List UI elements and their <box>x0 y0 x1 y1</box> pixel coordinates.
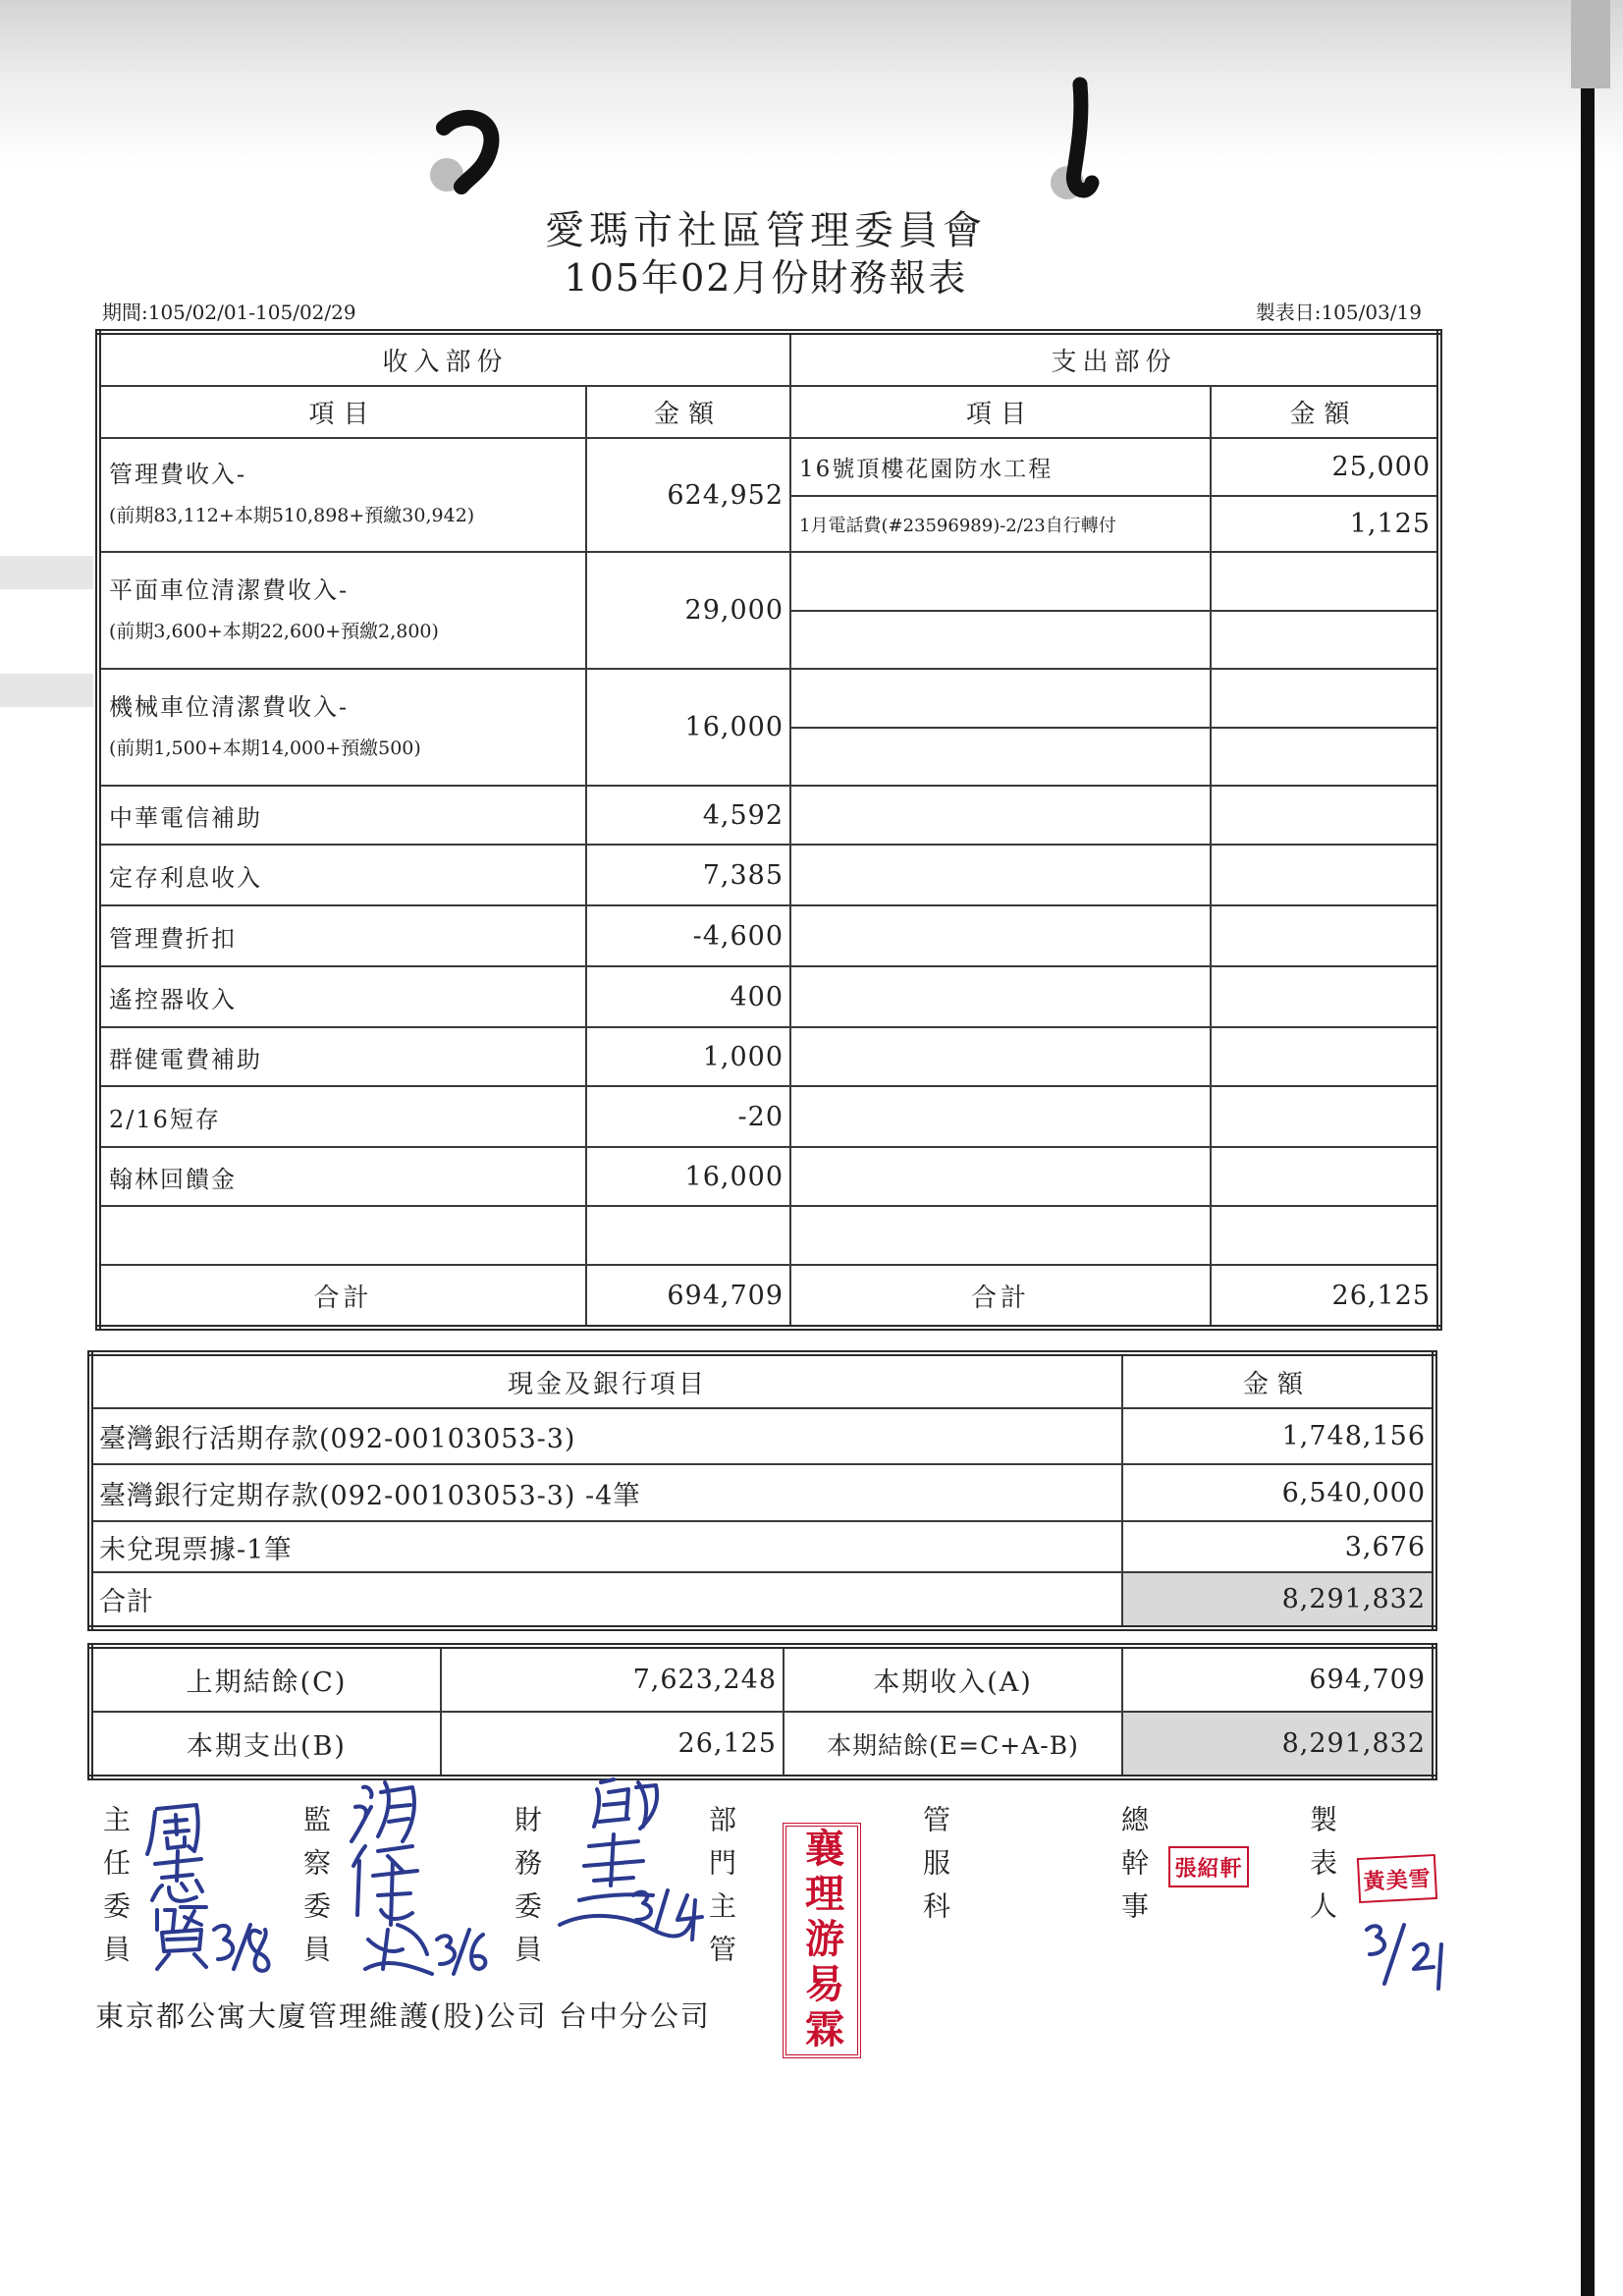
scan-ghost-band <box>0 556 93 589</box>
income-item-detail: (前期83,112+本期510,898+預繳30,942) <box>109 505 475 526</box>
income-item: 2/16短存 <box>98 1086 586 1147</box>
cash-item: 未兌現票據-1筆 <box>90 1521 1122 1572</box>
empty-cell <box>1211 966 1439 1027</box>
total-row <box>90 1572 1434 1628</box>
current-balance-label: 本期結餘(E=C+A-B) <box>784 1712 1122 1777</box>
empty-cell <box>790 905 1211 966</box>
cash-item: 臺灣銀行活期存款(092-00103053-3) <box>90 1408 1122 1464</box>
cash-total: 8,291,832 <box>1122 1572 1434 1628</box>
period-expense: 26,125 <box>441 1712 784 1777</box>
empty-cell <box>790 552 1211 611</box>
empty-cell <box>790 845 1211 905</box>
previous-balance-label: 上期結餘(C) <box>90 1646 441 1712</box>
empty-cell <box>790 966 1211 1027</box>
empty-cell <box>790 611 1211 669</box>
expense-amount: 1,125 <box>1211 496 1439 552</box>
period-expense-label: 本期支出(B) <box>90 1712 441 1777</box>
income-item <box>98 438 586 552</box>
column-header-row <box>98 386 1439 438</box>
empty-cell <box>1211 845 1439 905</box>
expense-item-header: 項目 <box>790 386 1211 438</box>
empty-cell <box>1211 728 1439 786</box>
table-row <box>98 1027 1439 1086</box>
table-row <box>98 786 1439 845</box>
income-item-label: 管理費收入- <box>109 461 247 488</box>
table-row <box>98 1147 1439 1206</box>
scan-top-shadow <box>0 0 1623 167</box>
income-amount-header: 金額 <box>586 386 790 438</box>
table-row <box>98 438 1439 496</box>
expense-total: 26,125 <box>1211 1265 1439 1328</box>
period-income-label: 本期收入(A) <box>784 1646 1122 1712</box>
signature-label-dept-head: 部門主管 <box>705 1805 737 1978</box>
income-amount: 29,000 <box>586 552 790 669</box>
table-row <box>90 1646 1434 1712</box>
previous-balance: 7,623,248 <box>441 1646 784 1712</box>
empty-cell <box>790 728 1211 786</box>
table-row <box>90 1521 1434 1572</box>
income-amount: 16,000 <box>586 669 790 786</box>
income-amount: 7,385 <box>586 845 790 905</box>
signature-preparer-date <box>1367 1925 1441 1989</box>
scan-right-edge <box>1581 86 1595 2296</box>
empty-cell <box>790 1206 1211 1265</box>
stamp-general-manager: 張紹軒 <box>1168 1846 1249 1887</box>
current-balance: 8,291,832 <box>1122 1712 1434 1777</box>
income-item: 管理費折扣 <box>98 905 586 966</box>
cash-amount: 1,748,156 <box>1122 1408 1434 1464</box>
expense-amount: 25,000 <box>1211 438 1439 496</box>
income-expense-table <box>95 329 1442 1331</box>
punch-hole-right <box>1051 166 1084 199</box>
table-row <box>98 966 1439 1027</box>
income-item: 翰林回饋金 <box>98 1147 586 1206</box>
empty-cell <box>1211 1147 1439 1206</box>
expense-amount-header: 金額 <box>1211 386 1439 438</box>
table-row <box>98 1086 1439 1147</box>
table-row <box>90 1712 1434 1777</box>
empty-cell <box>790 1147 1211 1206</box>
empty-cell <box>1211 786 1439 845</box>
table-row <box>98 552 1439 611</box>
empty-cell <box>790 786 1211 845</box>
income-item-header: 項目 <box>98 386 586 438</box>
empty-cell <box>1211 669 1439 728</box>
income-item <box>98 552 586 669</box>
cash-amount: 6,540,000 <box>1122 1464 1434 1521</box>
empty-cell <box>1211 905 1439 966</box>
period-income: 694,709 <box>1122 1646 1434 1712</box>
table-row-empty <box>98 1206 1439 1265</box>
expense-section-header: 支出部份 <box>790 332 1439 386</box>
cash-item: 臺灣銀行定期存款(092-00103053-3) -4筆 <box>90 1464 1122 1521</box>
income-item-detail: (前期3,600+本期22,600+預繳2,800) <box>109 620 439 642</box>
empty-cell <box>790 669 1211 728</box>
income-amount: 4,592 <box>586 786 790 845</box>
expense-total-label: 合計 <box>790 1265 1211 1328</box>
organization-name: 愛瑪市社區管理委員會 <box>545 208 987 253</box>
table-row <box>90 1464 1434 1521</box>
balance-table <box>87 1643 1437 1780</box>
income-amount: -4,600 <box>586 905 790 966</box>
empty-cell <box>1211 1027 1439 1086</box>
income-item <box>98 669 586 786</box>
signature-finance <box>560 1779 702 1940</box>
report-period: 期間:105/02/01-105/02/29 <box>102 301 356 324</box>
empty-cell <box>790 1027 1211 1086</box>
income-total: 694,709 <box>586 1265 790 1328</box>
empty-cell <box>98 1206 586 1265</box>
expense-item: 16號頂樓花園防水工程 <box>790 438 1211 496</box>
report-title: 105年02月份財務報表 <box>564 256 968 300</box>
income-section-header: 收入部份 <box>98 332 790 386</box>
signature-supervisor <box>352 1782 485 1974</box>
report-made-date: 製表日:105/03/19 <box>1255 301 1422 324</box>
income-item: 定存利息收入 <box>98 845 586 905</box>
empty-cell <box>1211 1086 1439 1147</box>
income-amount: 16,000 <box>586 1147 790 1206</box>
income-item-detail: (前期1,500+本期14,000+預繳500) <box>109 737 421 759</box>
signature-label-supervisor: 監察委員 <box>299 1805 332 1978</box>
empty-cell <box>790 1086 1211 1147</box>
total-row <box>98 1265 1439 1328</box>
empty-cell <box>1211 611 1439 669</box>
income-total-label: 合計 <box>98 1265 586 1328</box>
section-header-row <box>98 332 1439 386</box>
signature-label-general-manager: 總幹事 <box>1117 1805 1150 1935</box>
income-item: 群健電費補助 <box>98 1027 586 1086</box>
cash-amount-header: 金額 <box>1122 1353 1434 1408</box>
signature-label-chief: 主任委員 <box>99 1805 132 1978</box>
empty-cell <box>586 1206 790 1265</box>
cash-amount: 3,676 <box>1122 1521 1434 1572</box>
cash-total-label: 合計 <box>90 1572 1122 1628</box>
cash-item-header: 現金及銀行項目 <box>90 1353 1122 1408</box>
scan-ghost-band <box>0 674 93 707</box>
income-item: 中華電信補助 <box>98 786 586 845</box>
income-amount: 1,000 <box>586 1027 790 1086</box>
signature-label-admin-section: 管服科 <box>919 1805 951 1935</box>
income-item-label: 平面車位清潔費收入- <box>109 575 350 604</box>
company-name: 東京都公寓大廈管理維護(股)公司 台中分公司 <box>95 1999 711 2033</box>
signature-label-finance: 財務委員 <box>511 1805 543 1978</box>
empty-cell <box>1211 552 1439 611</box>
table-row <box>98 905 1439 966</box>
cash-bank-table <box>87 1350 1437 1631</box>
income-amount: 624,952 <box>586 438 790 552</box>
cash-header-row <box>90 1353 1434 1408</box>
stamp-preparer: 黃美雪 <box>1357 1854 1437 1903</box>
income-amount: 400 <box>586 966 790 1027</box>
table-row <box>90 1408 1434 1464</box>
signature-label-preparer: 製表人 <box>1306 1805 1338 1935</box>
expense-item: 1月電話費(#23596989)-2/23自行轉付 <box>790 496 1211 552</box>
table-row <box>98 845 1439 905</box>
income-item-label: 機械車位清潔費收入- <box>109 692 350 721</box>
income-item: 遙控器收入 <box>98 966 586 1027</box>
signature-chief <box>147 1805 269 1971</box>
table-row <box>98 669 1439 728</box>
empty-cell <box>1211 1206 1439 1265</box>
income-amount: -20 <box>586 1086 790 1147</box>
stamp-dept-head: 襄理游易霖 <box>783 1823 861 2058</box>
